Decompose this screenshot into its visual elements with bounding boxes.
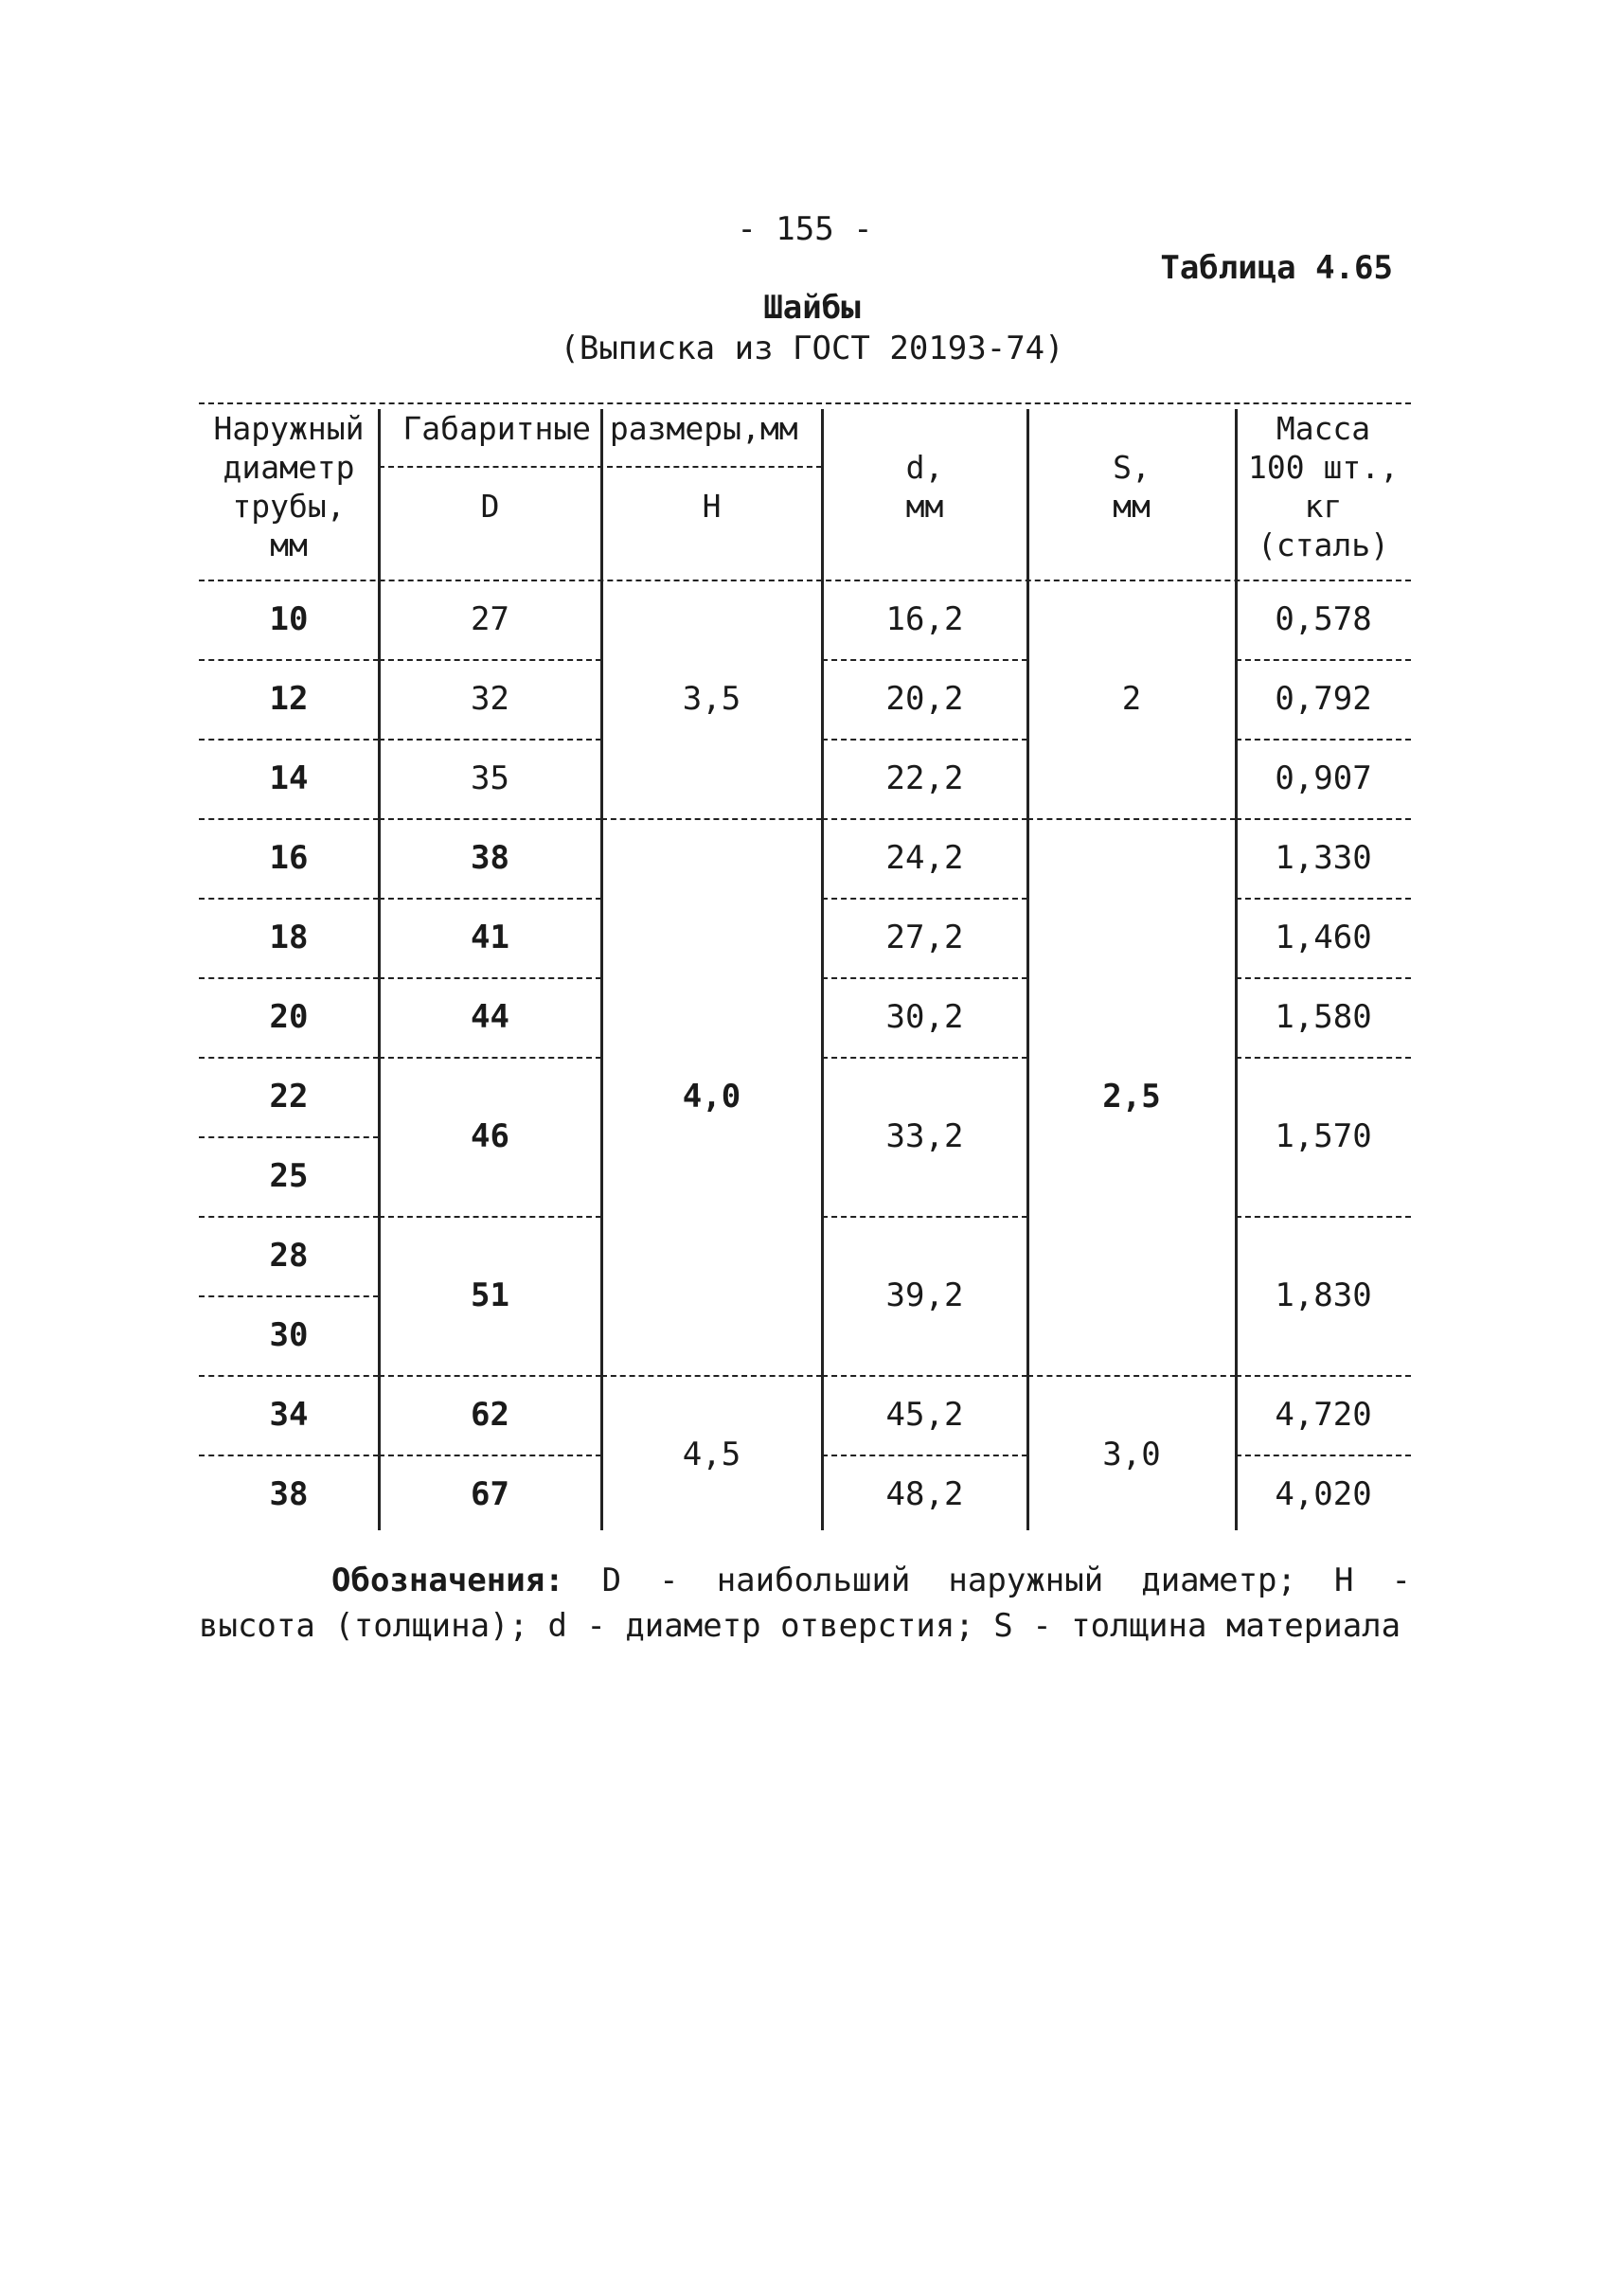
pipe-diameter-cell: 10 xyxy=(269,600,309,638)
table-rule xyxy=(1236,1455,1411,1456)
table-column-rule xyxy=(821,409,824,1530)
table-rule xyxy=(199,898,379,900)
table-rule xyxy=(199,1455,379,1456)
table-subtitle: (Выписка из ГОСТ 20193-74) xyxy=(560,330,1064,367)
header-hole-diameter: d, xyxy=(905,449,944,486)
table-rule xyxy=(1236,898,1411,900)
thickness-cell: 2,5 xyxy=(1102,1078,1161,1116)
header-bottom-rule xyxy=(199,580,1411,581)
table-title: Шайбы xyxy=(763,289,861,327)
table-rule xyxy=(199,1375,379,1377)
pipe-diameter-cell: 14 xyxy=(269,759,309,797)
table-rule xyxy=(199,1295,379,1297)
header-pipe-diameter: Наружный xyxy=(213,410,365,447)
table-rule xyxy=(822,739,1027,741)
pipe-diameter-cell: 38 xyxy=(269,1475,309,1513)
table-rule xyxy=(199,1136,379,1138)
table-rule xyxy=(379,898,601,900)
outer-diameter-cell: 32 xyxy=(471,680,509,718)
table-rule xyxy=(1236,1216,1411,1218)
table-rule xyxy=(1236,1057,1411,1059)
table-rule xyxy=(199,977,379,979)
table-rule xyxy=(379,1216,601,1218)
table-rule xyxy=(822,977,1027,979)
notation-note xyxy=(199,1558,1411,1649)
header-pipe-diameter: диаметр xyxy=(223,449,355,486)
table-rule xyxy=(199,1216,379,1218)
table-rule xyxy=(199,818,379,820)
pipe-diameter-cell: 12 xyxy=(269,680,309,718)
table-column-rule xyxy=(1026,409,1029,1530)
table-rule xyxy=(379,739,601,741)
table-rule xyxy=(199,1057,379,1059)
table-rule xyxy=(822,1455,1027,1456)
hole-diameter-cell: 33,2 xyxy=(885,1117,964,1155)
table-rule xyxy=(1027,818,1236,820)
mass-cell: 1,570 xyxy=(1275,1117,1372,1155)
notation-label: Обозначения: xyxy=(331,1562,564,1599)
table-rule xyxy=(199,659,379,661)
hole-diameter-cell: 16,2 xyxy=(885,600,964,638)
page-number: - 155 - xyxy=(737,210,873,248)
outer-diameter-cell: 46 xyxy=(471,1117,509,1155)
header-overall-dimensions: Габаритные размеры,мм xyxy=(402,410,798,447)
mass-cell: 0,907 xyxy=(1275,759,1372,797)
table-rule xyxy=(379,1375,601,1377)
table-column-rule xyxy=(378,409,381,1530)
mass-cell: 1,580 xyxy=(1275,998,1372,1036)
table-rule xyxy=(822,898,1027,900)
mass-cell: 1,460 xyxy=(1275,919,1372,956)
table-rule xyxy=(1236,818,1411,820)
outer-diameter-cell: 27 xyxy=(471,600,509,638)
table-rule xyxy=(379,977,601,979)
pipe-diameter-cell: 16 xyxy=(269,839,309,877)
thickness-cell: 3,0 xyxy=(1102,1436,1161,1473)
pipe-diameter-cell: 22 xyxy=(269,1078,309,1116)
pipe-diameter-cell: 20 xyxy=(269,998,309,1036)
table-rule xyxy=(1236,739,1411,741)
header-pipe-diameter: трубы, xyxy=(232,488,346,525)
pipe-diameter-cell: 34 xyxy=(269,1396,309,1434)
table-rule xyxy=(379,659,601,661)
header-mass: 100 шт., xyxy=(1248,449,1399,486)
table-rule xyxy=(1236,977,1411,979)
header-material-thickness: S, xyxy=(1113,449,1151,486)
header-material-thickness: мм xyxy=(1113,488,1151,525)
outer-diameter-cell: 44 xyxy=(471,998,509,1036)
mass-cell: 0,792 xyxy=(1275,680,1372,718)
thickness-cell: 2 xyxy=(1121,680,1142,718)
table-rule xyxy=(601,818,822,820)
header-H: Н xyxy=(702,488,722,525)
table-rule xyxy=(822,1216,1027,1218)
table-column-rule xyxy=(600,409,603,1530)
outer-diameter-cell: 67 xyxy=(471,1475,509,1513)
hole-diameter-cell: 45,2 xyxy=(885,1396,964,1434)
table-rule xyxy=(379,1057,601,1059)
table-top-rule xyxy=(199,402,1411,404)
table-rule xyxy=(601,1375,822,1377)
mass-cell: 0,578 xyxy=(1275,600,1372,638)
hole-diameter-cell: 30,2 xyxy=(885,998,964,1036)
table-column-rule xyxy=(1235,409,1238,1530)
header-D: D xyxy=(480,488,500,525)
mass-cell: 1,330 xyxy=(1275,839,1372,877)
mass-cell: 4,020 xyxy=(1275,1475,1372,1513)
mass-cell: 1,830 xyxy=(1275,1276,1372,1314)
hole-diameter-cell: 48,2 xyxy=(885,1475,964,1513)
pipe-diameter-cell: 30 xyxy=(269,1316,309,1354)
table-rule xyxy=(379,1455,601,1456)
hole-diameter-cell: 39,2 xyxy=(885,1276,964,1314)
header-pipe-diameter: мм xyxy=(270,527,308,563)
mass-cell: 4,720 xyxy=(1275,1396,1372,1434)
height-cell: 4,5 xyxy=(682,1436,741,1473)
header-mass: Масса xyxy=(1276,410,1371,447)
outer-diameter-cell: 51 xyxy=(471,1276,509,1314)
outer-diameter-cell: 35 xyxy=(471,759,509,797)
hole-diameter-cell: 22,2 xyxy=(885,759,964,797)
table-rule xyxy=(199,739,379,741)
pipe-diameter-cell: 18 xyxy=(269,919,309,956)
table-rule xyxy=(822,659,1027,661)
pipe-diameter-cell: 25 xyxy=(269,1157,309,1195)
table-rule xyxy=(822,1057,1027,1059)
table-rule xyxy=(1236,659,1411,661)
outer-diameter-cell: 41 xyxy=(471,919,509,956)
table-rule xyxy=(379,818,601,820)
table-label: Таблица 4.65 xyxy=(1160,249,1393,287)
header-hole-diameter: мм xyxy=(905,488,944,525)
outer-diameter-cell: 62 xyxy=(471,1396,509,1434)
height-cell: 4,0 xyxy=(682,1078,741,1116)
table-rule xyxy=(822,818,1027,820)
outer-diameter-cell: 38 xyxy=(471,839,509,877)
table-rule xyxy=(1027,1375,1236,1377)
header-mass: кг xyxy=(1304,488,1343,525)
height-cell: 3,5 xyxy=(682,680,741,718)
hole-diameter-cell: 27,2 xyxy=(885,919,964,956)
hole-diameter-cell: 20,2 xyxy=(885,680,964,718)
pipe-diameter-cell: 28 xyxy=(269,1237,309,1275)
notation-text: D - наибольший наружный диаметр; Н - высота (толщина); d - диаметр отверстия; S - толщина материала xyxy=(199,1562,1411,1645)
table-rule xyxy=(1236,1375,1411,1377)
hole-diameter-cell: 24,2 xyxy=(885,839,964,877)
header-mass: (сталь) xyxy=(1257,527,1390,563)
table-rule xyxy=(822,1375,1027,1377)
